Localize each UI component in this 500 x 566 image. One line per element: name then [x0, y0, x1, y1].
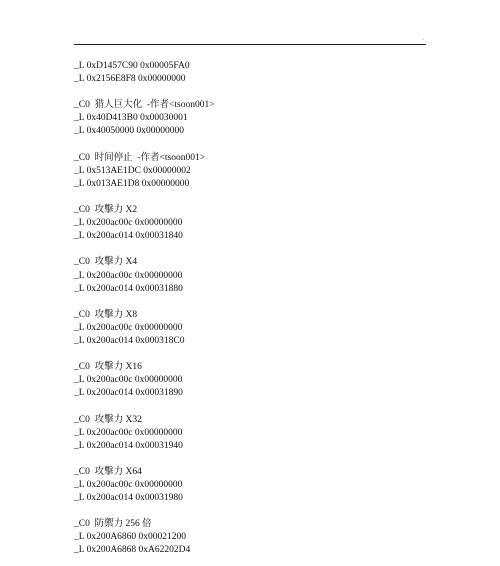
cheat-title: _C0 攻擊力 X4	[74, 257, 138, 268]
code-block	[74, 256, 424, 295]
code-line: _L 0x200ac00c 0x00000000	[74, 322, 183, 333]
cheat-title: _C0 攻擊力 X32	[74, 414, 142, 425]
code-line: _L 0x200ac00c 0x00000000	[74, 218, 183, 229]
code-line: _L 0x200ac014 0x00031940	[74, 440, 183, 451]
block-spacer	[74, 505, 424, 518]
block-spacer	[74, 191, 424, 204]
code-line: _L 0x40D413B0 0x00030001	[74, 113, 188, 124]
cheat-title: _C0 猎人巨大化 -作者<tsoon001>	[74, 100, 215, 111]
code-block	[74, 60, 424, 86]
block-spacer	[74, 86, 424, 99]
header-rule	[74, 44, 426, 45]
code-block	[74, 414, 424, 453]
code-line: _L 0x200ac00c 0x00000000	[74, 375, 183, 386]
code-line: _L 0x200ac014 0x000318C0	[74, 335, 185, 346]
code-line: _L 0x200ac00c 0x00000000	[74, 270, 183, 281]
code-line: _L 0x200A6868 0xA62202D4	[74, 545, 191, 556]
code-line: _L 0x2156E8F8 0x00000000	[74, 74, 186, 85]
code-block	[74, 361, 424, 400]
block-spacer	[74, 453, 424, 466]
block-spacer	[74, 400, 424, 413]
code-line: _L 0xD1457C90 0x00005FA0	[74, 61, 190, 71]
cheat-title: _C0 攻擊力 X16	[74, 362, 142, 373]
code-line: _L 0x200ac00c 0x00000000	[74, 480, 183, 490]
code-block	[74, 309, 424, 348]
cheat-title: _C0 攻擊力 X2	[74, 205, 138, 216]
block-spacer	[74, 139, 424, 152]
code-line: _L 0x200ac00c 0x00000000	[74, 427, 183, 438]
block-spacer	[74, 243, 424, 256]
cheat-title: _C0 攻擊力 X64	[74, 466, 142, 477]
code-line: _L 0x200ac014 0x00031840	[74, 231, 183, 242]
code-line: _L 0x200ac014 0x00031890	[74, 388, 183, 399]
code-block	[74, 204, 424, 243]
code-line: _L 0x200ac014 0x00031880	[74, 283, 183, 294]
cheat-title: _C0 时间停止 -作者<tsoon001>	[74, 152, 206, 163]
code-block	[74, 518, 424, 557]
cheat-code-list	[74, 60, 424, 558]
code-line: _L 0x513AE1DC 0x00000002	[74, 165, 191, 176]
code-block	[74, 152, 424, 191]
code-line: _L 0x40050000 0x00000000	[74, 126, 184, 137]
code-block	[74, 99, 424, 138]
code-line: _L 0x013AE1D8 0x00000000	[74, 178, 190, 189]
cheat-title: _C0 防禦力 256 倍	[74, 519, 152, 530]
code-line: _L 0x200A6860 0x00021200	[74, 532, 187, 543]
code-line: _L 0x200ac014 0x00031980	[74, 493, 183, 504]
code-block	[74, 466, 424, 505]
cheat-title: _C0 攻擊力 X8	[74, 309, 138, 320]
block-spacer	[74, 296, 424, 309]
header-mark: .	[423, 36, 425, 42]
block-spacer	[74, 348, 424, 361]
